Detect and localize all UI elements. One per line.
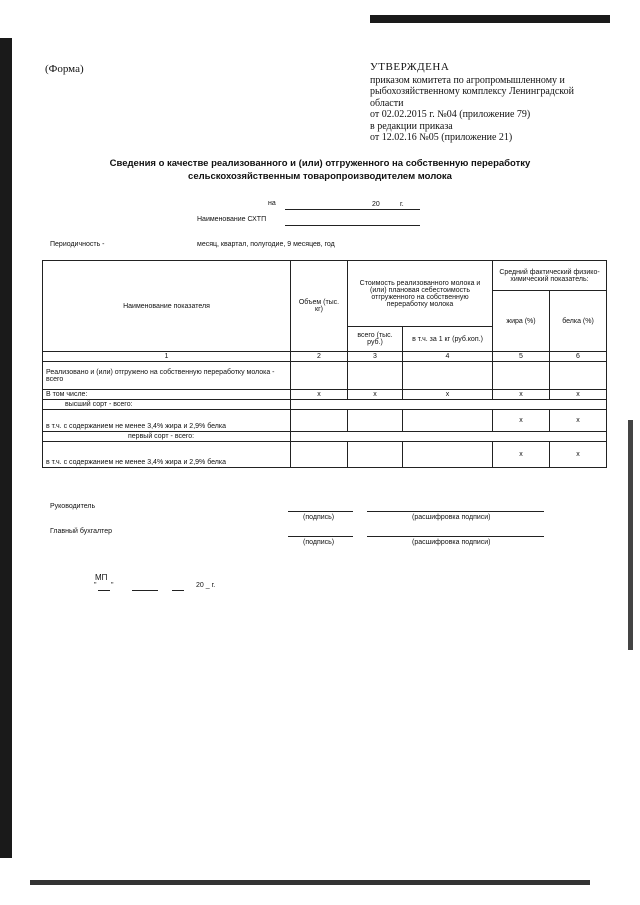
- table-cell[interactable]: [403, 442, 493, 468]
- table-cell[interactable]: [403, 362, 493, 390]
- accountant-signature-line[interactable]: [288, 536, 353, 537]
- periodicity-label: Периодичность -: [50, 241, 105, 248]
- column-number: 1: [43, 352, 291, 362]
- table-row: [43, 410, 607, 432]
- scan-bar-left: [0, 38, 12, 858]
- quality-table: [42, 260, 607, 468]
- date-quote-close: ": [111, 582, 114, 589]
- header-volume: Объем (тыс. кг): [291, 261, 348, 352]
- date-month-line-2[interactable]: [172, 590, 184, 591]
- header-cost-total: всего (тыс. руб.): [348, 327, 403, 352]
- table-cell[interactable]: [348, 410, 403, 432]
- accountant-decode-line[interactable]: [367, 536, 544, 537]
- scan-bar-top: [370, 15, 610, 23]
- date-quote-open: ": [94, 582, 97, 589]
- x-mark: х: [403, 390, 493, 400]
- table-cell[interactable]: [403, 410, 493, 432]
- signature-hint: (подпись): [303, 539, 335, 546]
- header-protein: белка (%): [550, 291, 607, 352]
- sxtp-line: [285, 225, 420, 226]
- approved-line: от 12.02.16 №05 (приложение 21): [370, 132, 513, 143]
- row-label-top-sub: в т.ч. с содержанием не менее 3,4% жира и 2,9% белка: [43, 410, 291, 432]
- approved-line: в редакции приказа: [370, 120, 453, 132]
- form-label: (Форма): [45, 63, 84, 75]
- scan-bar-bottom: [30, 880, 590, 885]
- scan-bar-right: [628, 420, 633, 650]
- approved-line: от 02.02.2015 г. №04 (приложение 79): [370, 109, 531, 120]
- x-mark: х: [493, 410, 550, 432]
- year-suffix: г.: [400, 201, 404, 208]
- approved-line: рыбохозяйственному комплексу Ленинградской: [370, 86, 574, 97]
- row-label-including: В том числе:: [43, 390, 291, 400]
- x-mark: х: [550, 390, 607, 400]
- table-cell[interactable]: [291, 410, 348, 432]
- document-title: [60, 157, 580, 183]
- title-line: сельскохозяйственным товаропроизводителем молока: [188, 171, 452, 182]
- decode-hint: (расшифровка подписи): [412, 539, 491, 546]
- periodicity-value: месяц, квартал, полугодие, 9 месяцев, год: [197, 241, 335, 248]
- header-name: Наименование показателя: [43, 261, 291, 352]
- year-prefix: 20: [372, 201, 380, 208]
- x-mark: х: [493, 390, 550, 400]
- approved-line: области: [370, 97, 404, 109]
- approved-line: приказом комитета по агропромышленному и: [370, 74, 565, 86]
- date-label: на: [268, 200, 276, 207]
- accountant-label: Главный бухгалтер: [50, 528, 112, 535]
- table-cell[interactable]: [348, 362, 403, 390]
- table-row: [43, 362, 607, 390]
- header-fat: жира (%): [493, 291, 550, 352]
- column-number: 3: [348, 352, 403, 362]
- row-label-first-grade: первый сорт - всего:: [43, 432, 291, 442]
- head-decode-line[interactable]: [367, 511, 544, 512]
- head-label: Руководитель: [50, 503, 96, 510]
- decode-hint: (расшифровка подписи): [412, 514, 491, 521]
- date-month-line[interactable]: [132, 590, 158, 591]
- table-cell: [291, 400, 607, 410]
- x-mark: х: [348, 390, 403, 400]
- date-day-line[interactable]: [98, 590, 110, 591]
- column-number: 2: [291, 352, 348, 362]
- row-label-total: Реализовано и (или) отгружено на собственную переработку молока - всего: [43, 362, 291, 390]
- date-year: 20 _ г.: [196, 582, 216, 589]
- table-row: [43, 390, 607, 400]
- row-label-first-sub: в т.ч. с содержанием не менее 3,4% жира и 2,9% белка: [43, 442, 291, 468]
- table-cell[interactable]: [291, 362, 348, 390]
- table-cell[interactable]: [550, 362, 607, 390]
- table-row: [43, 442, 607, 468]
- head-signature-line[interactable]: [288, 511, 353, 512]
- table-cell[interactable]: [493, 362, 550, 390]
- column-number: 4: [403, 352, 493, 362]
- stamp-label: МП: [95, 573, 108, 582]
- sxtp-label: Наименование СХТП: [197, 216, 267, 223]
- x-mark: х: [493, 442, 550, 468]
- table-cell: [291, 432, 607, 442]
- date-line: [285, 209, 420, 210]
- header-avg-indicator: Средний фактический физико-химический показатель:: [493, 261, 607, 291]
- title-line: Сведения о качестве реализованного и (или) отгруженного на собственную переработку: [109, 158, 531, 169]
- header-cost: Стоимость реализованного молока и (или) плановая себестоимость отгруженного на собственную переработку молока: [348, 261, 493, 327]
- row-label-top-grade: высший сорт - всего:: [43, 400, 291, 410]
- table-row: [43, 400, 607, 410]
- x-mark: х: [550, 442, 607, 468]
- table-cell[interactable]: [348, 442, 403, 468]
- header-cost-per-kg: в т.ч. за 1 кг (руб.коп.): [403, 327, 493, 352]
- approval-block: [370, 62, 620, 144]
- column-number: 5: [493, 352, 550, 362]
- approved-title: УТВЕРЖДЕНА: [370, 61, 450, 73]
- x-mark: х: [291, 390, 348, 400]
- signature-hint: (подпись): [303, 514, 335, 521]
- x-mark: х: [550, 410, 607, 432]
- table-cell[interactable]: [291, 442, 348, 468]
- table-row: [43, 432, 607, 442]
- column-number: 6: [550, 352, 607, 362]
